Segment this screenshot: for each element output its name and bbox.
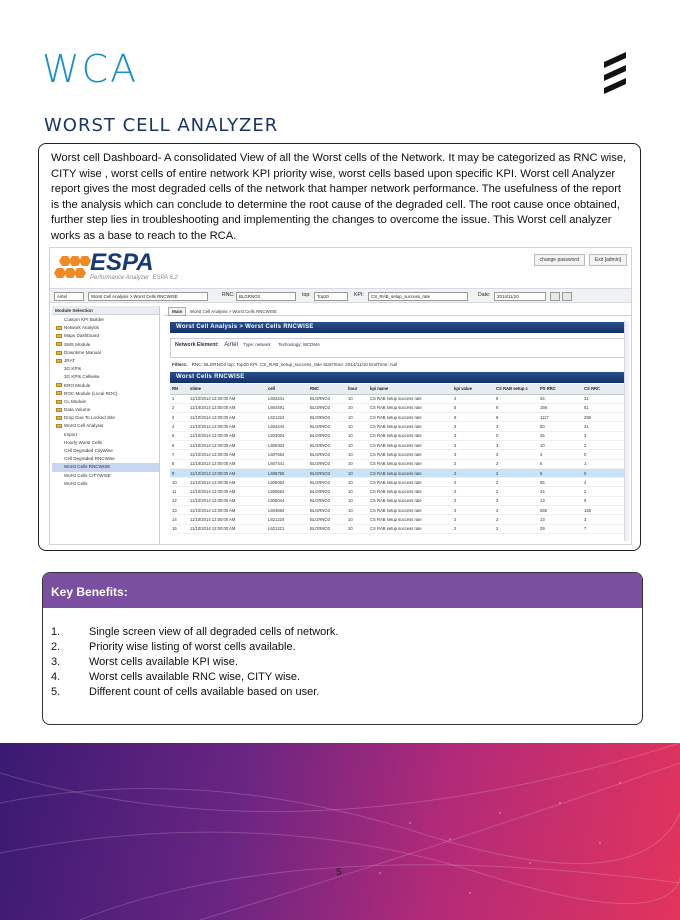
folder-icon: [56, 383, 62, 387]
folder-icon: [56, 351, 62, 355]
sidebar-item-label: Network Analysis: [64, 325, 99, 331]
table-cell: 3: [452, 431, 494, 440]
table-cell: BLGRNO3: [308, 524, 346, 533]
table-cell: 34: [538, 394, 582, 403]
sidebar-item-label: Worst Cells CITYWISE: [64, 472, 111, 478]
module-sidebar: [52, 306, 160, 545]
table-cell: L606064: [266, 478, 308, 487]
main-crumb: Worst Cell Analysis > Worst Cells RNCWISE: [190, 309, 277, 314]
table-cell: 2: [494, 496, 538, 505]
intro-card: [38, 143, 641, 551]
kpi-select[interactable]: CS_RAB_setup_success_rate: [368, 292, 468, 301]
table-cell: 4: [538, 450, 582, 459]
benefit-text: Single screen view of all degraded cells of network.: [89, 626, 339, 638]
table-cell: 10: [346, 403, 368, 412]
kpi-label: KPI:: [354, 292, 364, 298]
network-element-value: Airtel: [224, 342, 238, 348]
benefit-number: 3.: [51, 656, 61, 668]
table-cell: 3: [494, 450, 538, 459]
table-cell: 1: [170, 394, 188, 403]
table-scrollbar[interactable]: [624, 321, 629, 541]
benefit-item: [51, 625, 338, 640]
table-row[interactable]: [170, 515, 626, 524]
table-cell: 9: [582, 496, 626, 505]
top-select[interactable]: Top20: [314, 292, 348, 301]
sidebar-item[interactable]: [52, 422, 159, 430]
table-cell: 11/10/2014 12:00:00 AM: [188, 413, 266, 422]
table-cell: 11/10/2014 12:00:00 AM: [188, 403, 266, 412]
app-name: ESPA: [90, 249, 154, 276]
table-cell: 3: [452, 422, 494, 431]
table-row[interactable]: [170, 440, 626, 449]
table-cell: 0: [494, 431, 538, 440]
key-benefits-card: [42, 572, 643, 725]
app-subtitle-text: Performance Analyzer: [90, 275, 150, 281]
brand-title: WCA: [42, 47, 139, 91]
table-cell: 25: [538, 431, 582, 440]
table-row[interactable]: [170, 496, 626, 505]
sidebar-item-label: JRAT: [64, 357, 76, 363]
folder-icon: [56, 424, 62, 428]
table-cell: BLGRNO3: [308, 440, 346, 449]
table-cell: 13: [170, 506, 188, 515]
table-cell: 11/10/2014 12:00:00 AM: [188, 450, 266, 459]
benefit-number: 4.: [51, 671, 61, 683]
sidebar-header: Module Selection: [52, 306, 159, 315]
table-cell: 7: [170, 450, 188, 459]
sidebar-item[interactable]: [52, 349, 159, 357]
table-cell: 51: [582, 403, 626, 412]
sidebar-item[interactable]: [52, 324, 159, 332]
table-cell: 12: [170, 496, 188, 505]
table-cell: 11: [170, 487, 188, 496]
report-title-bar: Worst Cell Analysis > Worst Cells RNCWISE: [170, 322, 626, 333]
table-row[interactable]: [170, 487, 626, 496]
toolbar-breadcrumb[interactable]: Worst Cell Analysis > Worst Cells RNCWISE: [88, 292, 208, 301]
section-heading: WORST CELL ANALYZER: [44, 115, 279, 136]
table-row[interactable]: [170, 422, 626, 431]
page-number: 5: [336, 867, 342, 878]
sidebar-item[interactable]: [52, 447, 159, 455]
sidebar-item[interactable]: [52, 480, 159, 488]
table-cell: CS RAB setup success rate: [368, 459, 452, 468]
table-cell: 11/10/2014 12:00:00 AM: [188, 478, 266, 487]
table-cell: 8: [170, 459, 188, 468]
table-cell: 2: [452, 459, 494, 468]
table-row[interactable]: [170, 394, 626, 403]
table-cell: L603004: [266, 431, 308, 440]
table-cell: CS RAB setup success rate: [368, 506, 452, 515]
sidebar-item[interactable]: [52, 439, 159, 447]
sidebar-item-label: Worst Cells: [64, 480, 88, 486]
table-cell: 158: [582, 506, 626, 515]
sidebar-item-label: Downtime Manual: [64, 349, 101, 355]
table-cell: 2: [494, 506, 538, 515]
intro-paragraph: Worst cell Dashboard- A consolidated View of all the Worst cells of the Network. It may be categorized as RNC wise, CITY wise , worst cells of entire network KPI priority wise, worst cells based upon specific KPI. Worst cell Analyzer report gives the most degraded cells of the network that hamper network performance. The usefulness of the report is the analysis which can conclude to determine the root cause of the degraded cell. The root cause once obtained, further step lies in troubleshooting and implementing the changes to overcome the issue. This Worst cell analyzer works as a base to reach to the RCA.: [51, 152, 627, 242]
table-cell: L621224: [266, 413, 308, 422]
table-cell: 6: [170, 440, 188, 449]
table-cell: 6: [494, 394, 538, 403]
sidebar-item-label: Custom KPI Builder: [64, 317, 105, 322]
table-cell: BLGRNO3: [308, 478, 346, 487]
table-cell: 10: [538, 440, 582, 449]
change-password-button[interactable]: change password: [534, 254, 585, 266]
table-header-row: [170, 384, 626, 394]
table-cell: 2: [452, 487, 494, 496]
table-cell: 4: [452, 394, 494, 403]
table-cell: 3: [582, 515, 626, 524]
network-element-row: [175, 342, 320, 348]
table-cell: 2: [452, 496, 494, 505]
sidebar-item[interactable]: [52, 455, 159, 463]
rnc-label: RNC:: [222, 292, 235, 298]
sidebar-item[interactable]: [52, 472, 159, 480]
sidebar-item[interactable]: [52, 406, 159, 414]
sidebar-item-label: CL Module: [64, 398, 87, 404]
table-cell: 29: [538, 524, 582, 533]
table-cell: L621221: [266, 524, 308, 533]
table-cell: 3: [452, 450, 494, 459]
sidebar-item[interactable]: [52, 332, 159, 340]
date-label: Date:: [478, 292, 491, 298]
column-header[interactable]: CS RRC: [582, 384, 626, 394]
sidebar-item-label: Worst Cells RNCWISE: [64, 464, 111, 470]
table-cell: 10: [346, 440, 368, 449]
table-cell: 1117: [538, 413, 582, 422]
table-cell: L604444: [266, 422, 308, 431]
table-cell: 50: [538, 422, 582, 431]
table-cell: BLGRNO3: [308, 394, 346, 403]
sidebar-item[interactable]: [52, 390, 159, 398]
table-cell: L606304: [266, 440, 308, 449]
table-row[interactable]: [170, 468, 626, 477]
table-cell: 2: [494, 487, 538, 496]
sidebar-item[interactable]: [52, 316, 159, 324]
table-cell: 2: [170, 403, 188, 412]
benefit-item: [51, 685, 338, 700]
table-cell: 31: [582, 394, 626, 403]
sidebar-item[interactable]: [52, 365, 159, 373]
column-header[interactable]: kpi name: [368, 384, 452, 394]
table-cell: 285: [582, 413, 626, 422]
table-cell: BLGRNO3: [308, 459, 346, 468]
table-cell: 7: [582, 524, 626, 533]
main-tab[interactable]: Main: [168, 307, 186, 316]
footer-banner: [0, 743, 680, 920]
table-cell: BLGRNO3: [308, 422, 346, 431]
table-cell: 10: [346, 450, 368, 459]
table-cell: 10: [346, 487, 368, 496]
type-text: Type: network: [243, 342, 271, 347]
folder-icon: [56, 408, 62, 412]
date-input[interactable]: 2014/11/10: [494, 292, 546, 301]
table-cell: 10: [346, 506, 368, 515]
sidebar-item[interactable]: [52, 382, 159, 390]
table-cell: CS RAB setup success rate: [368, 496, 452, 505]
table-cell: 11/10/2014 12:00:00 AM: [188, 440, 266, 449]
sidebar-list: [52, 315, 159, 489]
table-cell: 5: [452, 403, 494, 412]
table-cell: 14: [170, 515, 188, 524]
technology-text: Technology: WCDMA: [278, 342, 320, 347]
table-cell: 3: [494, 440, 538, 449]
table-cell: CS RAB setup success rate: [368, 413, 452, 422]
table-cell: 2: [582, 487, 626, 496]
table-cell: 41: [582, 422, 626, 431]
sidebar-item-label: ERO Module: [64, 382, 91, 388]
folder-icon: [56, 326, 62, 330]
worst-cells-table: [170, 384, 626, 534]
benefit-number: 2.: [51, 641, 61, 653]
filters-row: [170, 360, 626, 370]
sidebar-item[interactable]: [52, 414, 159, 422]
table-cell: 13: [538, 515, 582, 524]
table-cell: 65: [538, 478, 582, 487]
app-toolbar: [50, 288, 631, 303]
table-cell: BLGRNO3: [308, 450, 346, 459]
table-cell: 2: [452, 515, 494, 524]
table-cell: BLGRNO3: [308, 468, 346, 477]
sidebar-item-label: Drop Due To Locked Site: [64, 415, 115, 421]
table-cell: 3: [494, 422, 538, 431]
sidebar-item-label: 3G KPIs: [64, 366, 82, 372]
table-cell: 10: [346, 459, 368, 468]
table-row[interactable]: [170, 431, 626, 440]
table-row[interactable]: [170, 478, 626, 487]
folder-icon: [56, 334, 62, 338]
app-subtitle: [90, 275, 178, 281]
sidebar-item-label: ROC Module (Local ROC): [64, 390, 118, 396]
benefit-number: 1.: [51, 626, 61, 638]
table-cell: 11/10/2014 12:00:00 AM: [188, 487, 266, 496]
table-cell: BLGRNO3: [308, 496, 346, 505]
table-cell: 4: [582, 478, 626, 487]
table-cell: 2: [452, 478, 494, 487]
table-cell: 2: [494, 515, 538, 524]
table-cell: 0: [582, 468, 626, 477]
table-cell: 10: [346, 431, 368, 440]
table-cell: CS RAB setup success rate: [368, 478, 452, 487]
sidebar-item-label: Cell Degraded CityWise: [64, 448, 113, 453]
table-cell: CS RAB setup success rate: [368, 487, 452, 496]
app-screenshot: [49, 247, 632, 545]
table-cell: 3: [170, 413, 188, 422]
table-cell: 11/10/2014 12:00:00 AM: [188, 459, 266, 468]
folder-icon: [56, 416, 62, 420]
sidebar-item-label: SMS Module: [64, 341, 91, 347]
column-header[interactable]: CS RAB setup c: [494, 384, 538, 394]
rnc-select[interactable]: BLGRNO3: [236, 292, 296, 301]
table-cell: 0: [582, 450, 626, 459]
table-cell: BLGRNO3: [308, 515, 346, 524]
top-label: top:: [302, 292, 311, 298]
table-cell: 3: [452, 440, 494, 449]
table-row[interactable]: [170, 524, 626, 533]
folder-icon: [56, 359, 62, 363]
folder-icon: [56, 391, 62, 395]
table-cell: 10: [346, 515, 368, 524]
sidebar-item[interactable]: [52, 463, 159, 471]
table-cell: CS RAB setup success rate: [368, 524, 452, 533]
sidebar-item[interactable]: [52, 341, 159, 349]
sidebar-item-label: Data Volume: [64, 407, 91, 413]
top-buttons: [534, 254, 627, 266]
table-cell: BLGRNO3: [308, 403, 346, 412]
sidebar-item-label: Cell Degraded RNCWise: [64, 456, 115, 462]
benefit-item: [51, 670, 338, 685]
table-cell: 10: [346, 524, 368, 533]
benefit-text: Priority wise listing of worst cells available.: [89, 641, 296, 653]
folder-icon: [56, 400, 62, 404]
table-cell: 2: [494, 524, 538, 533]
table-cell: 10: [346, 394, 368, 403]
table-cell: 5: [170, 431, 188, 440]
benefit-text: Different count of cells available based on user.: [89, 686, 320, 698]
column-header[interactable]: cell: [266, 384, 308, 394]
table-cell: 10: [346, 413, 368, 422]
table-cell: L604441: [266, 394, 308, 403]
table-cell: CS RAB setup success rate: [368, 431, 452, 440]
exit-button[interactable]: Exit [admin]: [589, 254, 627, 266]
table-cell: CS RAB setup success rate: [368, 394, 452, 403]
column-header[interactable]: kpi value: [452, 384, 494, 394]
ericsson-logo-icon: [600, 48, 630, 96]
table-cell: 2: [452, 468, 494, 477]
table-cell: 1: [582, 459, 626, 468]
table-cell: L621224: [266, 515, 308, 524]
benefit-text: Worst cells available RNC wise, CITY wise.: [89, 671, 301, 683]
filters-label: Filters:: [172, 362, 188, 367]
sidebar-item[interactable]: [52, 357, 159, 365]
sidebar-item-label: Import: [64, 431, 78, 437]
table-cell: 555: [538, 506, 582, 515]
table-cell: BLGRNO3: [308, 487, 346, 496]
table-row[interactable]: [170, 450, 626, 459]
table-cell: CS RAB setup success rate: [368, 468, 452, 477]
main-crumb-bar: [164, 306, 631, 316]
key-benefits-list: [51, 625, 338, 700]
app-version: ESPA 6.2: [152, 275, 178, 281]
table-cell: 4: [170, 422, 188, 431]
table-cell: L604684: [266, 506, 308, 515]
table-cell: 10: [346, 478, 368, 487]
benefit-item: [51, 640, 338, 655]
table-cell: L607654: [266, 450, 308, 459]
table-cell: 9: [494, 403, 538, 412]
table-cell: 10: [346, 496, 368, 505]
table-row[interactable]: [170, 506, 626, 515]
table-cell: 2: [452, 506, 494, 515]
sidebar-item[interactable]: [52, 431, 159, 439]
table-cell: 11/10/2014 12:00:00 AM: [188, 422, 266, 431]
table-cell: L605044: [266, 496, 308, 505]
table-cell: CS RAB setup success rate: [368, 403, 452, 412]
benefit-text: Worst cells available KPI wise.: [89, 656, 238, 668]
table-row[interactable]: [170, 403, 626, 412]
filters-text: RNC: BLGRNO3 top: Top20 KPI: CS_RAB_setup_success_rate StartTime: 2014/11/10 EndTime: null: [191, 362, 398, 367]
table-cell: 11/10/2014 12:00:00 AM: [188, 524, 266, 533]
search-icon[interactable]: [562, 292, 572, 301]
table-cell: BLGRNO3: [308, 431, 346, 440]
table-cell: 13: [538, 496, 582, 505]
table-cell: 10: [346, 422, 368, 431]
table-cell: 10: [170, 478, 188, 487]
main-panel: [164, 306, 631, 545]
table-cell: 2: [494, 459, 538, 468]
column-header[interactable]: RN: [170, 384, 188, 394]
benefit-number: 5.: [51, 686, 61, 698]
table-cell: L608756: [266, 468, 308, 477]
key-benefits-title: Key Benefits:: [43, 573, 642, 608]
table-cell: 9: [452, 413, 494, 422]
table-cell: 2: [494, 478, 538, 487]
footer-lines-decoration: [0, 743, 680, 920]
sidebar-item-label: Maps Dashboard: [64, 333, 99, 339]
table-cell: 15: [170, 524, 188, 533]
table-cell: CS RAB setup success rate: [368, 450, 452, 459]
table-cell: 2: [452, 524, 494, 533]
folder-icon: [56, 342, 62, 346]
table-cell: BLGRNO3: [308, 506, 346, 515]
network-element-label: Network Element:: [175, 342, 219, 348]
table-cell: 2: [494, 468, 538, 477]
table-cell: CS RAB setup success rate: [368, 440, 452, 449]
sidebar-item[interactable]: [52, 398, 159, 406]
table-cell: 9: [170, 468, 188, 477]
table-cell: 11/10/2014 12:00:00 AM: [188, 506, 266, 515]
table-cell: CS RAB setup success rate: [368, 422, 452, 431]
column-header[interactable]: PS RRC: [538, 384, 582, 394]
sidebar-item[interactable]: [52, 373, 159, 381]
table-cell: 3: [582, 431, 626, 440]
sidebar-item-label: Hourly Worst Cells: [64, 439, 102, 445]
table-cell: L604491: [266, 403, 308, 412]
table-body: [170, 394, 626, 533]
sidebar-item-label: Worst Cell Analysis: [64, 423, 104, 429]
table-cell: 5: [538, 468, 582, 477]
table-cell: 34: [538, 487, 582, 496]
table-cell: 11/10/2014 12:00:00 AM: [188, 394, 266, 403]
app-header: [50, 248, 631, 286]
table-cell: 156: [538, 403, 582, 412]
table-cell: 10: [346, 468, 368, 477]
network-element-box: [170, 338, 626, 358]
table-cell: CS RAB setup success rate: [368, 515, 452, 524]
table-row[interactable]: [170, 459, 626, 468]
table-cell: BLGRNO3: [308, 413, 346, 422]
table-row[interactable]: [170, 413, 626, 422]
table-title-bar: Worst Cells RNCWISE: [170, 372, 626, 383]
table-cell: 2: [582, 440, 626, 449]
column-header[interactable]: RNC: [308, 384, 346, 394]
benefit-item: [51, 655, 338, 670]
table-cell: L607441: [266, 459, 308, 468]
column-header[interactable]: stime: [188, 384, 266, 394]
table-cell: 9: [494, 413, 538, 422]
table-cell: 5: [538, 459, 582, 468]
operator-select[interactable]: Airtel: [54, 292, 84, 301]
table-cell: 11/10/2014 12:00:00 AM: [188, 515, 266, 524]
table-cell: L605654: [266, 487, 308, 496]
table-cell: 11/10/2014 12:00:00 AM: [188, 468, 266, 477]
column-header[interactable]: hour: [346, 384, 368, 394]
table-cell: 11/10/2014 12:00:00 AM: [188, 496, 266, 505]
sidebar-item-label: 3G KPIs Cellwise: [64, 374, 100, 380]
table-cell: 11/10/2014 12:00:00 AM: [188, 431, 266, 440]
calendar-icon[interactable]: [550, 292, 560, 301]
